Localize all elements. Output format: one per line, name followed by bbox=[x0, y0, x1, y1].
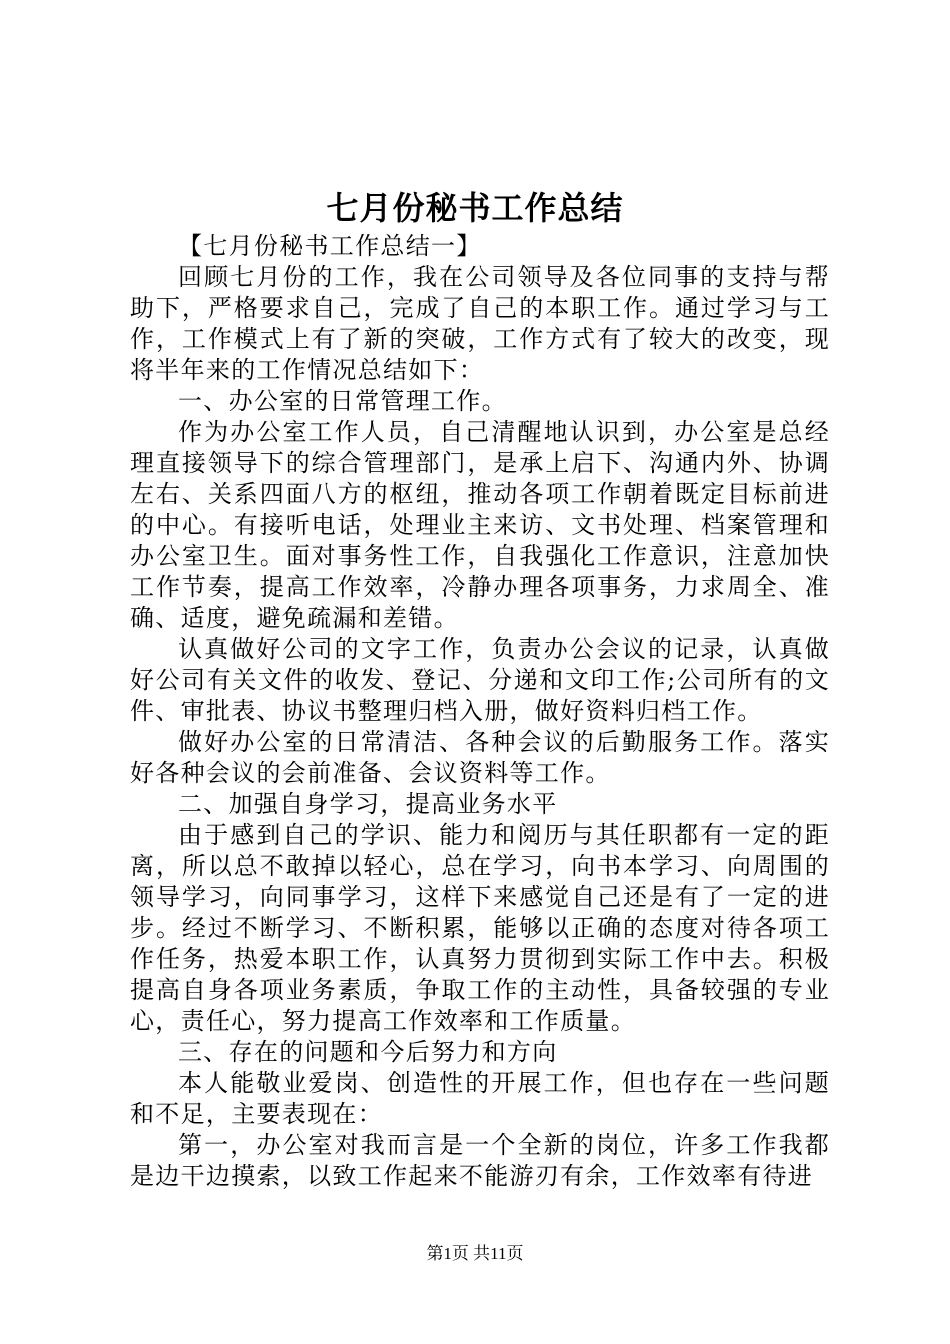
paragraph-document-work: 认真做好公司的文字工作，负责办公会议的记录，认真做好公司有关文件的收发、登记、分递和文印工作;公司所有的文件、审批表、协议书整理归档入册，做好资料归档工作。 bbox=[130, 635, 830, 725]
paragraph-office-role: 作为办公室工作人员，自己清醒地认识到，办公室是总经理直接领导下的综合管理部门，是承上启下、沟通内外、协调左右、关系四面八方的枢纽，推动各项工作朝着既定目标前进的中心。有接听电话，处理业主来访、文书处理、档案管理和办公室卫生。面对事务性工作，自我强化工作意识，注意加快工作节奏，提高工作效率，冷静办理各项事务，力求周全、准确、适度，避免疏漏和差错。 bbox=[130, 418, 830, 632]
section-heading-3: 三、存在的问题和今后努力和方向 bbox=[178, 1038, 558, 1066]
page-footer: 第1页 共11页 bbox=[426, 1244, 524, 1263]
paragraph-self-study: 由于感到自己的学识、能力和阅历与其任职都有一定的距离，所以总不敢掉以轻心，总在学习，向书本学习、向周围的领导学习，向同事学习，这样下来感觉自己还是有了一定的进步。经过不断学习、不断积累，能够以正确的态度对待各项工作任务，热爱本职工作，认真努力贯彻到实际工作中去。积极提高自身各项业务素质，争取工作的主动性，具备较强的专业心，责任心，努力提高工作效率和工作质量。 bbox=[130, 821, 830, 1035]
paragraph-intro: 回顾七月份的工作，我在公司领导及各位同事的支持与帮助下，严格要求自己，完成了自己的本职工作。通过学习与工作，工作模式上有了新的突破，工作方式有了较大的改变，现将半年来的工作情况总结如下： bbox=[130, 263, 830, 384]
section-heading-2: 二、加强自身学习，提高业务水平 bbox=[178, 790, 558, 818]
section-heading-1: 一、办公室的日常管理工作。 bbox=[178, 387, 507, 415]
document-title: 七月份秘书工作总结 bbox=[326, 189, 624, 227]
document-body bbox=[130, 231, 830, 1192]
section-heading-part-one: 【七月份秘书工作总结一】 bbox=[178, 232, 482, 260]
paragraph-first-point: 第一，办公室对我而言是一个全新的岗位，许多工作我都是边干边摸索，以致工作起来不能游刃有余，工作效率有待进 bbox=[130, 1131, 830, 1190]
paragraph-problems: 本人能敬业爱岗、创造性的开展工作，但也存在一些问题和不足，主要表现在： bbox=[130, 1069, 830, 1128]
paragraph-logistics: 做好办公室的日常清洁、各种会议的后勤服务工作。落实好各种会议的会前准备、会议资料等工作。 bbox=[130, 728, 830, 787]
